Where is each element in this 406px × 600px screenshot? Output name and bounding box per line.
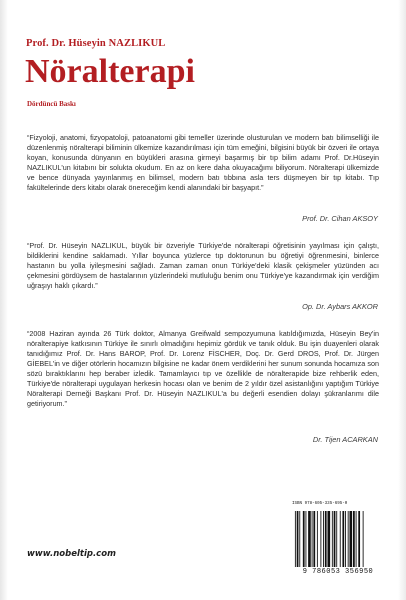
quote-1-text: “Fizyoloji, anatomi, fizyopatoloji, patoanatomi gibi temeller üzerinde olusturulan ve modern batı bilimselliği ile düzenlenmiş nöralterapi biliminin ülkemize kazandırılması için tüm emeğini, bilgisini büyük bir özveri ile ortaya koyan, konusunda dünyanın en büyükleri arasına girmeyi başarmış bir tıp bilim adamı Prof. Dr.Hüseyin NAZLIKUL'un kitabını bir solukta okudum. En az on kere daha okuyacağımı biliyorum. Nöralterapi ülkemizde ve bence dünyada yayınlanmış en bilimsel, modern batı tıbbına asla ters düşmeyen bir tıp kitabı. Tıp fakültelerinde ders kitabı olarak önereceğim kendi alanındaki bir başyapıt.”	[27, 133, 379, 192]
quote-2-signature: Op. Dr. Aybars AKKOR	[302, 302, 378, 311]
quote-1-signature: Prof. Dr. Cihan AKSOY	[302, 214, 378, 223]
publisher-website: www.nobeltip.com	[27, 549, 116, 559]
isbn-text: ISBN 978-605-335-695-0	[292, 502, 348, 506]
quote-3-text: “2008 Haziran ayında 26 Türk doktor, Almanya Greifwald sempozyumuna katıldığımızda, Hüseyin Bey'in nöralterapiye katkısının Türkiye ile sınırlı olmadığını hepimiz gördük ve tanık olduk. Bu işin duayenleri olarak tanıdığımız Prof. Dr. Hans BAROP, Prof. Dr. Lorenz FİSCHER, Doç. Dr. Gerd DROS, Prof. Dr. Jürgen GİEBEL'in ve diğer otörlerin hocamızın bilgisine ne kadar önem verdiklerini her sunum sonunda hocamıza son sözü bıraktıklarını hep beraber izledik. Tamamlayıcı tıp ve özellikle de nöralterapide bize rehberlik eden, Türkiye'de nöralterapi uygulayan herkesin hocası olan ve benim de 2 yıldır özel asistanlığını yaptığım Türkiye Nöralterapi Derneği Başkanı Prof. Dr. Hüseyin NAZLIKUL'a bu değerli esendien dolayı şükranlarımı dile getiriyorum.”	[27, 329, 379, 408]
author-name: Prof. Dr. Hüseyin NAZLIKUL	[26, 38, 166, 49]
book-title: Nöralterapi	[25, 53, 195, 90]
quote-2-text: “Prof. Dr. Hüseyin NAZLIKUL, büyük bir özveriyle Türkiye'de nöralterapi öğretisinin yayılması için çalıştı, bildiklerini kendine saklamadı. Yıllar boyunca yüzlerce tıp doktorunun bu öğretiyi öğrenmesini, binlerce hastanın bu yolla iyileşmesini sağladı. Zaman zaman onun Türkiye'deki klasik çekişmeler yüzünden acı çekmesini gördüysem de hastalarının yüzlerindeki mutluluğu benim onu Türkiye'ye kazandırmak için verdiğim uğraşıyı haklı çıkardı.”	[27, 241, 379, 290]
quote-3-signature: Dr. Tijen ACARKAN	[312, 435, 378, 444]
barcode-icon	[294, 511, 382, 567]
barcode-number: 9 786053 356950	[302, 568, 374, 576]
left-edge-shadow	[0, 0, 8, 600]
right-edge-shadow	[398, 0, 406, 600]
edition-label: Dördüncü Baskı	[27, 100, 76, 108]
isbn-barcode-block	[292, 502, 384, 578]
